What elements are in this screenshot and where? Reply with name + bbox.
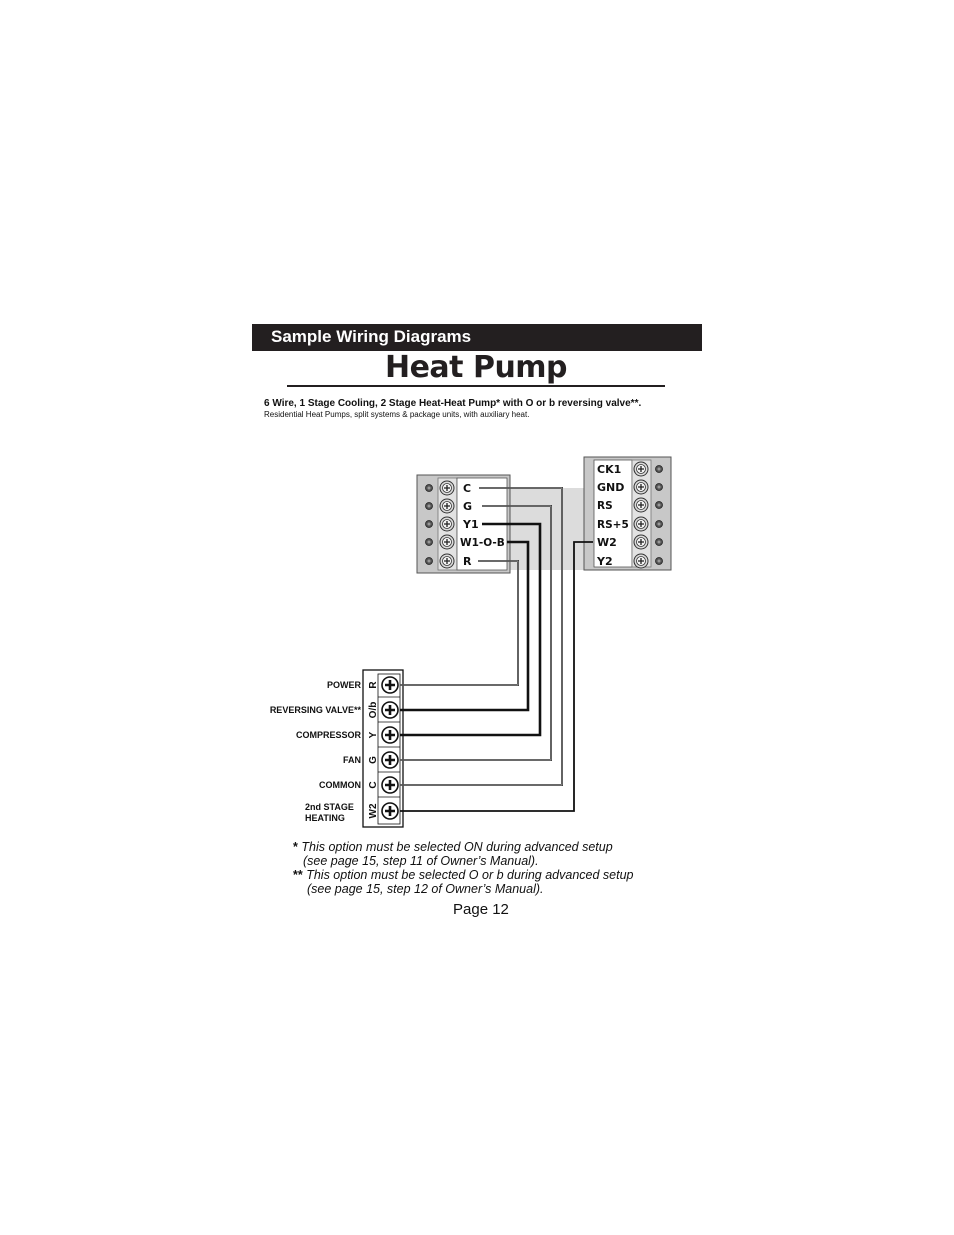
equipment-function-label: FAN — [343, 755, 361, 765]
thermostat-terminal-label: Y2 — [597, 555, 613, 568]
equipment-function-label: REVERSING VALVE** — [269, 705, 361, 715]
equipment-function-label: POWER — [326, 680, 361, 690]
equipment-screw-icon — [382, 803, 398, 819]
thermostat-right-block — [584, 457, 671, 570]
equipment-terminal-code: O/b — [368, 701, 379, 719]
terminal-screw-icon — [634, 535, 648, 549]
thermostat-terminal-label: RS — [597, 500, 613, 512]
terminal-screw-icon — [634, 462, 648, 476]
footnote-marker: * — [293, 840, 298, 854]
thermostat-terminal-label: GND — [597, 481, 625, 494]
footnote-1 — [293, 840, 634, 854]
terminal-screw-icon — [440, 535, 454, 549]
terminal-screw-icon — [440, 554, 454, 568]
wire-w2 — [400, 542, 593, 811]
equipment-terminal-code: C — [368, 781, 379, 789]
wire-r — [400, 561, 518, 685]
equipment-terminal-code: G — [368, 756, 379, 764]
terminal-screw-icon — [634, 498, 648, 512]
equipment-function-label: COMMON — [319, 780, 361, 790]
terminal-screw-icon — [440, 517, 454, 531]
footnotes — [293, 840, 634, 896]
footnote-1-cont: (see page 15, step 11 of Owner’s Manual). — [303, 854, 539, 868]
terminal-dot — [656, 484, 663, 491]
page-number: Page 12 — [453, 901, 509, 918]
thermostat-terminal-label: RS+5 — [597, 519, 629, 531]
footnote-text: This option must be selected O or b during advanced setup — [306, 868, 634, 882]
terminal-screw-icon — [440, 481, 454, 495]
terminal-screw-icon — [634, 554, 648, 568]
terminal-screw-icon — [634, 480, 648, 494]
footnote-2-cont: (see page 15, step 12 of Owner’s Manual). — [307, 882, 544, 896]
equipment-terminal-code: W2 — [368, 803, 379, 819]
equipment-function-label: HEATING — [305, 813, 345, 823]
terminal-dot — [656, 539, 663, 546]
thermostat-terminal-label: G — [463, 500, 473, 513]
terminal-dot — [656, 502, 663, 509]
equipment-block — [270, 670, 403, 827]
terminal-screw-icon — [634, 517, 648, 531]
equipment-function-label: COMPRESSOR — [295, 730, 361, 740]
equipment-screw-icon — [382, 777, 398, 793]
terminal-dot — [426, 539, 433, 546]
diagram-description: Residential Heat Pumps, split systems & package units, with auxiliary heat. — [264, 410, 530, 419]
equipment-screw-icon — [382, 677, 398, 693]
section-header-label: Sample Wiring Diagrams — [271, 327, 472, 346]
terminal-screw-icon — [440, 499, 454, 513]
terminal-dot — [426, 558, 433, 565]
equipment-terminal-code: Y — [368, 731, 379, 739]
wire-r-core — [400, 561, 518, 685]
thermostat-terminal-label: C — [463, 482, 472, 495]
thermostat-terminal-label: W2 — [597, 536, 617, 549]
terminal-dot — [656, 466, 663, 473]
footnote-2 — [293, 868, 634, 882]
equipment-screw-icon — [382, 702, 398, 718]
terminal-dot — [426, 521, 433, 528]
page-title: Heat Pump — [384, 350, 568, 385]
equipment-terminal-code: R — [368, 681, 379, 689]
footnote-text: This option must be selected ON during advanced setup — [301, 840, 613, 854]
thermostat-terminal-label: Y1 — [463, 518, 479, 531]
thermostat-terminal-label: W1-O-B — [460, 537, 505, 549]
equipment-screw-icon — [382, 752, 398, 768]
equipment-function-label: 2nd STAGE — [305, 802, 354, 812]
equipment-screw-icon — [382, 727, 398, 743]
footnote-marker: ** — [293, 868, 303, 882]
terminal-dot — [426, 503, 433, 510]
thermostat-terminal-label: R — [463, 555, 472, 568]
terminal-dot — [656, 558, 663, 565]
thermostat-terminal-label: CK1 — [597, 463, 622, 476]
terminal-dot — [656, 521, 663, 528]
diagram-subtitle: 6 Wire, 1 Stage Cooling, 2 Stage Heat-Heat Pump* with O or b reversing valve**. — [264, 398, 642, 409]
terminal-dot — [426, 485, 433, 492]
